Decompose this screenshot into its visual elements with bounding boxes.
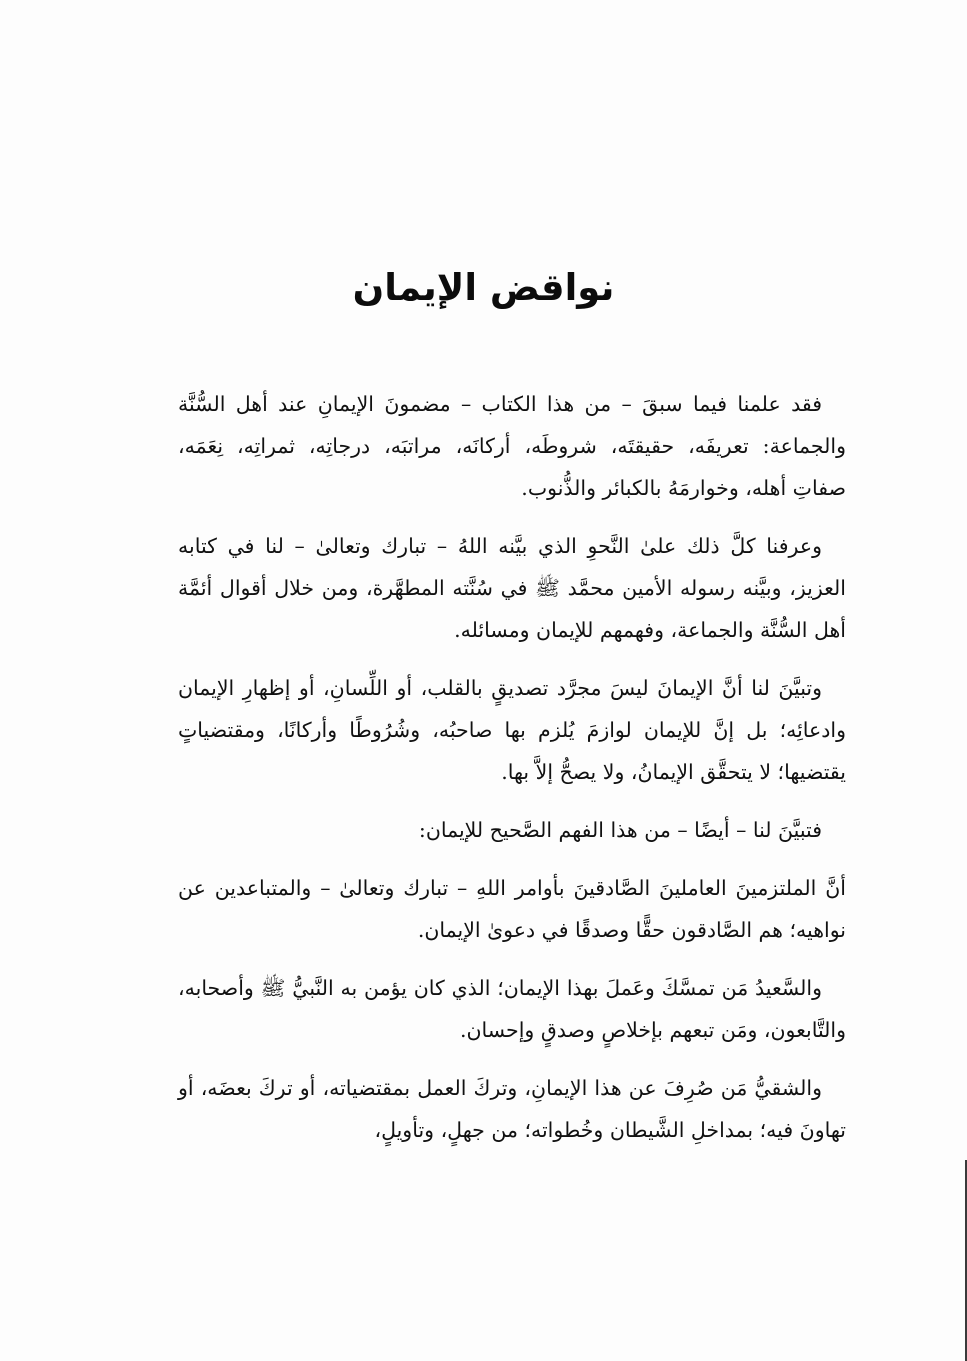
chapter-title: نواقض الإيمان — [352, 266, 615, 309]
paragraph-2: وعرفنا كلَّ ذلك علىٰ النَّحوِ الذي بيَّنه اللهُ – تبارك وتعالىٰ – لنا في كتابه العزيز، وبيَّنه رسوله الأمين محمَّد ﷺ في سُنَّته المطهَّرة، ومن خلال أقوال أئمَّة أهل السُّنَّة والجماعة، وفهمهم للإيمان ومسائله. — [178, 534, 846, 642]
paragraph-6: والسَّعيدُ مَن تمسَّكَ وعَملَ بهذا الإيمان؛ الذي كان يؤمن به النَّبيُّ ﷺ وأصحابه، والتَّابعون، ومَن تبعهم بإخلاصٍ وصدقٍ وإحسان. — [178, 976, 846, 1042]
paragraph-4: فتبيَّنَ لنا – أيضًا – من هذا الفهم الصَّحيح للإيمان: — [418, 818, 822, 842]
paragraph-3: وتبيَّنَ لنا أنَّ الإيمانَ ليسَ مجرَّد تصديقٍ بالقلب، أو اللِّسانِ، أو إظهارِ الإيمان وادعائِه؛ بل إنَّ للإيمان لوازمَ يُلزم بها صاحبُه، وشُرُوطًا وأركانًا، ومقتضياتٍ يقتضيها؛ لا يتحقَّق الإيمانُ، ولا يصحُّ إلاَّ بها. — [178, 676, 846, 784]
paragraph-5: أنَّ الملتزمينَ العاملينَ الصَّادقينَ بأوامر اللهِ – تبارك وتعالىٰ – والمتباعدين عن نواهيه؛ هم الصَّادقون حقًّا وصدقًا في دعوىٰ الإيمان. — [178, 876, 846, 942]
paragraph-7: والشقيُّ مَن صُرِفَ عن هذا الإيمانِ، وتركَ العمل بمقتضياته، أو تركَ بعضَه، أو تهاونَ فيه؛ بمداخلِ الشَّيطان وخُطواته؛ من جهلٍ، وتأويلٍ، — [178, 1076, 846, 1142]
paragraph-1: فقد علمنا فيما سبقَ – من هذا الكتاب – مضمونَ الإيمانِ عند أهل السُّنَّة والجماعة: تعريفَه، حقيقتَه، شروطَه، أركانَه، مراتبَه، درجاتِه، ثمراتِه، نِعَمَه، صفاتِ أهله، وخوارمَهُ بالكبائر والذُّنوب. — [178, 392, 846, 500]
chapter-body — [178, 383, 846, 1167]
